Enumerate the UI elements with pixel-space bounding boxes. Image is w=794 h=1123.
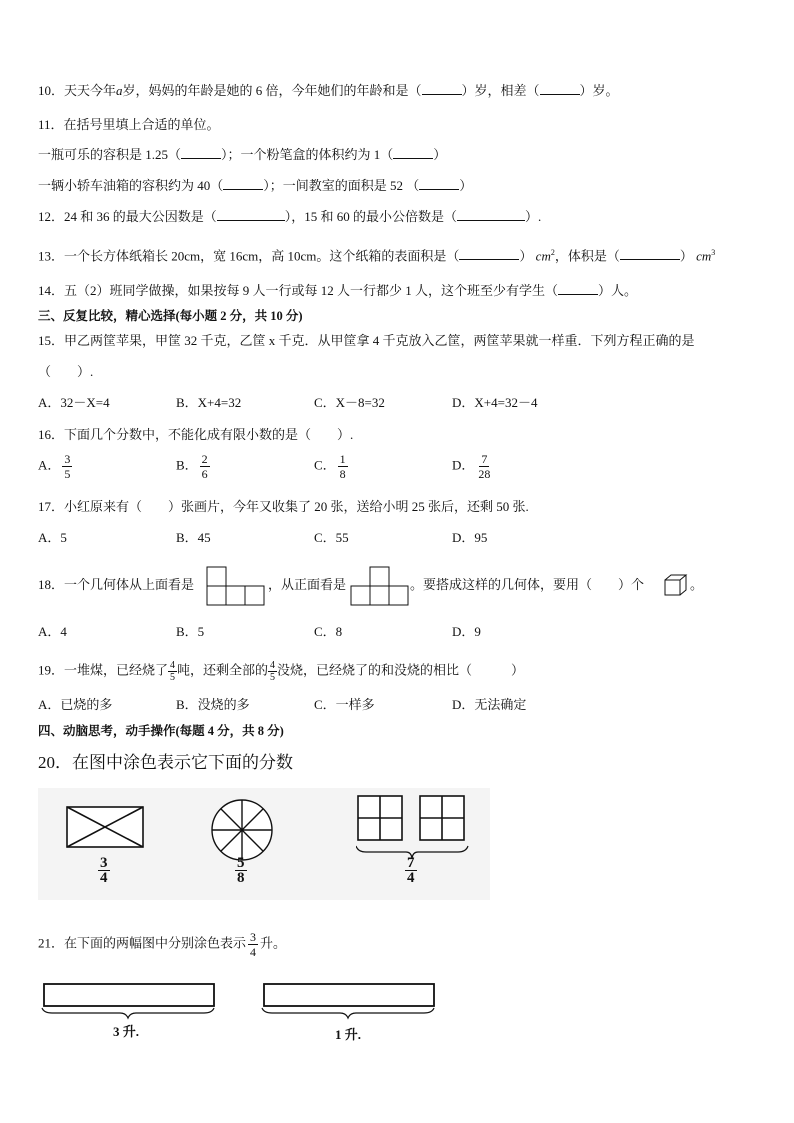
q16-frac-c: $\frac{1}{8}$ xyxy=(339,452,346,481)
question-21-stem xyxy=(38,930,286,959)
question-20-stem: 20．在图中涂色表示它下面的分数 xyxy=(38,753,293,772)
q18-top-view-figure xyxy=(206,566,266,606)
question-17-stem: 17．小红原来有（ ）张画片，今年又收集了 20 张，送给小明 25 张后，还剩 50 张. xyxy=(38,499,529,514)
q12-b: ），15 和 60 的最小公倍数是（ xyxy=(284,209,458,224)
q20-frac-1: $\frac{3}{4}$ xyxy=(100,855,108,886)
q21-a: 21．在下面的两幅图中分别涂色表示 xyxy=(38,935,247,951)
q20-circle-figure[interactable] xyxy=(210,798,274,862)
q16-label-c: C． xyxy=(314,457,336,473)
q18-option-b[interactable]: B．5 xyxy=(176,624,205,639)
q19-c: 没烧，已经烧了的和没烧的相比（ ） xyxy=(277,662,525,678)
q14-blank[interactable] xyxy=(558,282,598,295)
question-15-stem: 15．甲乙两筐苹果，甲筐 32 千克，乙筐 x 千克．从甲筐拿 4 千克放入乙筐，两筐苹果就一样重．下列方程正确的是 xyxy=(38,333,695,348)
q14-b: ）人。 xyxy=(598,283,638,298)
cube-icon xyxy=(664,574,688,596)
q19-option-a[interactable]: A．已烧的多 xyxy=(38,697,113,712)
q18-option-d[interactable]: D．9 xyxy=(452,624,481,639)
q20-frac-3: $\frac{7}{4}$ xyxy=(407,855,415,886)
question-15-paren: （ ）. xyxy=(38,364,94,379)
q13-unit-2: cm xyxy=(696,248,712,264)
q10-text-c: ）岁，相差（ xyxy=(461,83,540,98)
q15-option-c[interactable]: C．X－8=32 xyxy=(314,395,385,410)
q13-unit-1: cm xyxy=(535,248,551,264)
q21-label-3-liters: 3 升. xyxy=(113,1024,140,1039)
q20-rectangle-figure[interactable] xyxy=(66,806,146,850)
q10-var: a xyxy=(116,83,123,98)
q16-option-a[interactable] xyxy=(38,452,74,481)
q18-front-view-figure xyxy=(350,566,410,606)
question-10 xyxy=(38,81,619,101)
q17-option-b[interactable]: B．45 xyxy=(176,530,211,545)
q19-a: 19．一堆煤，已经烧了 xyxy=(38,662,169,678)
q16-frac-a: $\frac{3}{5}$ xyxy=(64,452,71,481)
q10-text-d: ）岁。 xyxy=(579,83,619,98)
q11-blank-3[interactable] xyxy=(223,177,263,190)
q11-l1-b: ）；一个粉笔盒的体积约为 1（ xyxy=(221,147,394,162)
q16-option-c[interactable] xyxy=(314,452,350,481)
q13-d: ） xyxy=(679,248,693,264)
q11-blank-2[interactable] xyxy=(393,146,433,159)
q16-option-d[interactable] xyxy=(452,452,494,481)
section-3-heading: 三、反复比较，精心选择(每小题 2 分，共 10 分) xyxy=(38,309,303,323)
q19-option-c[interactable]: C．一样多 xyxy=(314,697,375,712)
q19-frac-2: $\frac{4}{5}$ xyxy=(270,660,276,683)
section-4-heading: 四、动脑思考，动手操作(每题 4 分，共 8 分) xyxy=(38,724,284,738)
q19-frac-1: $\frac{4}{5}$ xyxy=(170,660,176,683)
question-13 xyxy=(38,243,715,266)
q10-blank-2[interactable] xyxy=(540,82,580,95)
q11-blank-4[interactable] xyxy=(419,177,459,190)
q11-blank-1[interactable] xyxy=(181,146,221,159)
q11-l2-a: 一辆小轿车油箱的容积约为 40（ xyxy=(38,178,224,193)
question-11-line-1 xyxy=(38,145,446,165)
q19-b: 吨，还剩全部的 xyxy=(177,662,269,678)
q15-option-d[interactable]: D．X+4=32－4 xyxy=(452,395,538,410)
q11-l1-c: ） xyxy=(433,147,447,162)
q20-figure-panel xyxy=(38,788,490,900)
q18-option-c[interactable]: C．8 xyxy=(314,624,343,639)
q16-frac-d: $\frac{7}{28}$ xyxy=(478,452,491,481)
q16-label-d: D． xyxy=(452,457,475,473)
q14-a: 14．五（2）班同学做操，如果按每 9 人一行或每 12 人一行都少 1 人，这个班至少有学生（ xyxy=(38,283,559,298)
q12-c: ）. xyxy=(525,209,542,224)
q19-option-b[interactable]: B．没烧的多 xyxy=(176,697,250,712)
q13-blank-2[interactable] xyxy=(620,247,680,260)
question-12 xyxy=(38,207,541,227)
q12-blank-2[interactable] xyxy=(457,208,525,221)
q16-frac-b: $\frac{2}{6}$ xyxy=(201,452,208,481)
q10-blank-1[interactable] xyxy=(422,82,462,95)
q16-label-b: B． xyxy=(176,457,198,473)
q11-l1-a: 一瓶可乐的容积是 1.25（ xyxy=(38,147,182,162)
q16-option-b[interactable] xyxy=(176,452,212,481)
q21-frac: $\frac{3}{4}$ xyxy=(250,930,257,959)
q15-option-a[interactable]: A．32－X=4 xyxy=(38,395,110,410)
q20-squares-figure[interactable] xyxy=(356,794,472,864)
q12-a: 12．24 和 36 的最大公因数是（ xyxy=(38,209,217,224)
q21-label-1-liter: 1 升. xyxy=(335,1027,362,1042)
q18-text-d: 。 xyxy=(690,577,704,592)
q18-text-b: ，从正面看是 xyxy=(268,577,347,592)
q17-option-a[interactable]: A．5 xyxy=(38,530,67,545)
q10-text-a: 10．天天今年 xyxy=(38,83,117,98)
question-14 xyxy=(38,281,637,301)
q10-text-b: 岁，妈妈的年龄是她的 6 倍，今年她们的年龄和是（ xyxy=(122,83,422,98)
q18-text-c: 。要搭成这样的几何体，要用（ ）个 xyxy=(410,577,645,592)
q18-option-a[interactable]: A．4 xyxy=(38,624,67,639)
q11-l2-c: ） xyxy=(459,178,473,193)
q13-c: ，体积是（ xyxy=(554,248,620,264)
question-11-title: 11．在括号里填上合适的单位。 xyxy=(38,117,220,132)
q19-option-d[interactable]: D．无法确定 xyxy=(452,697,527,712)
q21-bar-3-liters[interactable] xyxy=(40,980,220,1020)
question-11-line-2 xyxy=(38,176,472,196)
q13-blank-1[interactable] xyxy=(459,247,519,260)
q13-a: 13．一个长方体纸箱长 20cm，宽 16cm，高 10cm。这个纸箱的表面积是（ xyxy=(38,248,460,264)
q13-exp-2: 3 xyxy=(711,248,716,257)
q17-option-c[interactable]: C．55 xyxy=(314,530,349,545)
q11-l2-b: ）；一间教室的面积是 52 （ xyxy=(263,178,420,193)
q18-text-a: 18．一个几何体从上面看是 xyxy=(38,577,195,592)
q15-option-b[interactable]: B．X+4=32 xyxy=(176,395,242,410)
q21-bar-1-liter[interactable] xyxy=(260,980,440,1020)
q21-b: 升。 xyxy=(260,935,287,951)
q13-b: ） xyxy=(519,248,533,264)
q13-exp-1: 2 xyxy=(550,248,555,257)
q17-option-d[interactable]: D．95 xyxy=(452,530,488,545)
question-19-stem xyxy=(38,660,524,683)
q20-frac-2: $\frac{5}{8}$ xyxy=(237,855,245,886)
q16-label-a: A． xyxy=(38,457,61,473)
q12-blank-1[interactable] xyxy=(217,208,285,221)
question-16-stem: 16．下面几个分数中，不能化成有限小数的是（ ）. xyxy=(38,427,354,442)
